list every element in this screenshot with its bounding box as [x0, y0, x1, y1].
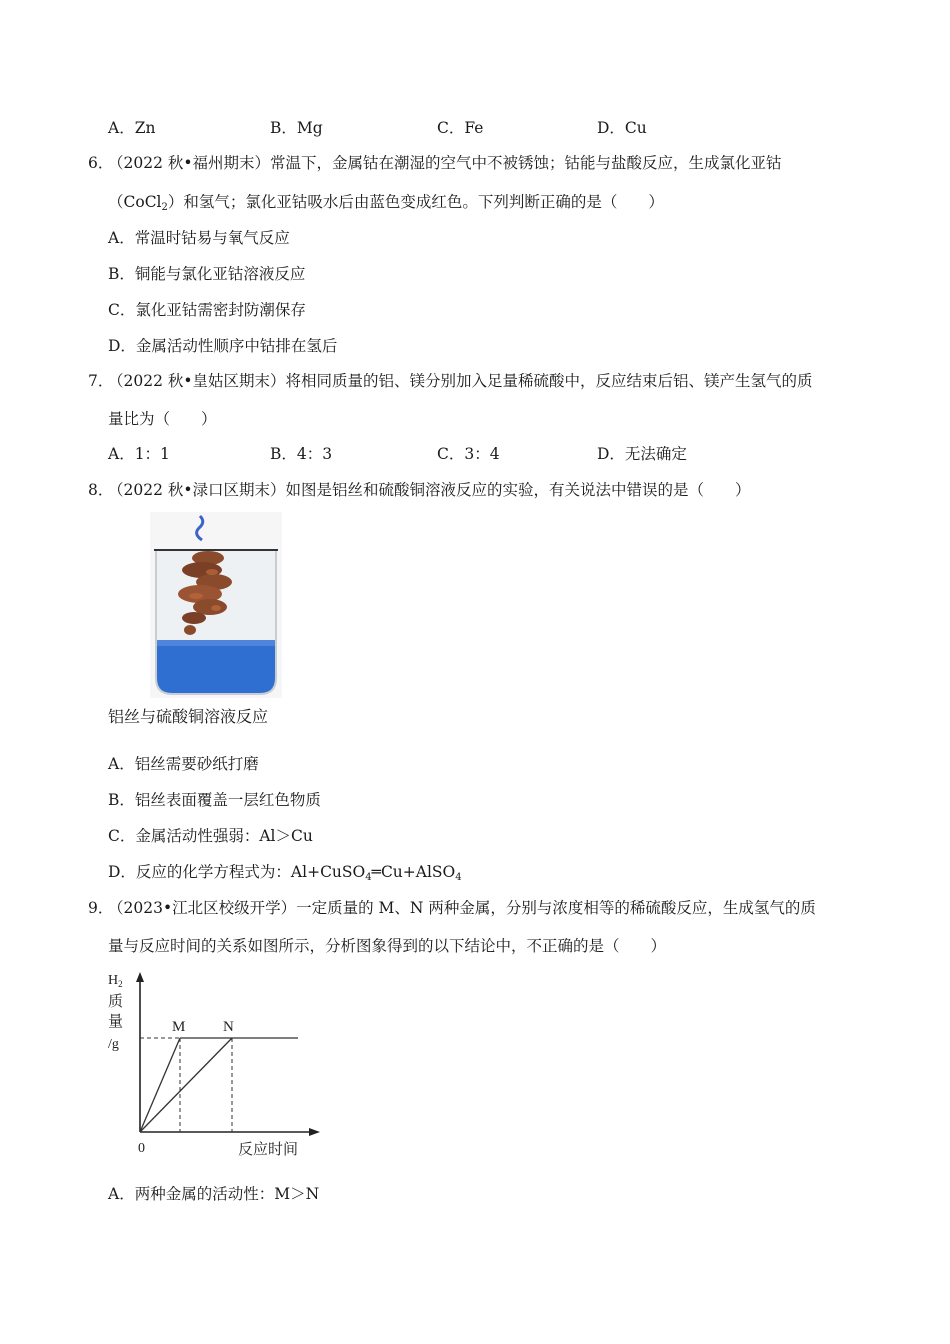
q7-option-d: D．无法确定: [597, 445, 687, 463]
q6-number: 6．: [88, 154, 114, 172]
q6-stem-line2: （CoCl$_2$）和氢气；氯化亚钴吸水后由蓝色变成红色。下列判断正确的是（ ）: [108, 193, 664, 213]
q6-option-b: B．铜能与氯化亚钴溶液反应: [108, 265, 306, 283]
q8-option-b: B．铝丝表面覆盖一层红色物质: [108, 791, 321, 809]
q7-stem-line1: （2022 秋•皇姑区期末）将相同质量的铝、镁分别加入足量稀硫酸中，反应结束后铝、镁产生氢气的质: [108, 372, 813, 390]
q7-option-c: C．3：4: [437, 445, 500, 463]
hydrogen-mass-time-graph: [100, 968, 340, 1168]
q8-option-a: A．铝丝需要砂纸打磨: [108, 755, 259, 773]
q8-number: 8．: [88, 481, 114, 499]
q5-option-a: A．Zn: [108, 119, 156, 137]
label-n: N: [223, 1019, 234, 1035]
q9-number: 9．: [88, 899, 114, 917]
x-axis-label: 反应时间: [238, 1140, 299, 1158]
q9-stem-line1: （2023•江北区校级开学）一定质量的 M、N 两种金属，分别与浓度相等的稀硫酸反应，生成氢气的质: [108, 899, 816, 917]
q6-stem-line1: （2022 秋•福州期末）常温下，金属钴在潮湿的空气中不被锈蚀；钴能与盐酸反应，生成氯化亚钴: [108, 154, 782, 172]
line-n: [140, 1038, 232, 1132]
q7-option-a: A．1：1: [108, 445, 170, 463]
test-tube-photo: [150, 512, 282, 698]
line-m: [140, 1038, 180, 1132]
origin-label: 0: [138, 1141, 145, 1156]
y-label-1: 质: [108, 992, 124, 1010]
label-m: M: [172, 1019, 186, 1035]
q5-option-c: C．Fe: [437, 119, 484, 137]
q6-option-d: D．金属活动性顺序中钴排在氢后: [108, 337, 338, 355]
q5-option-d: D．Cu: [597, 119, 647, 137]
x-axis-arrow: [309, 1128, 320, 1136]
q8-option-c: C．金属活动性强弱：Al＞Cu: [108, 827, 313, 845]
y-label-h2: $H_2$: [108, 973, 123, 989]
y-label-unit: /g: [108, 1037, 119, 1052]
q6-option-c: C．氯化亚钴需密封防潮保存: [108, 301, 306, 319]
y-axis-arrow: [136, 972, 144, 982]
q7-stem-line2: 量比为（ ）: [108, 410, 217, 428]
q6-option-a: A．常温时钴易与氧气反应: [108, 229, 290, 247]
q9-option-a: A．两种金属的活动性：M＞N: [108, 1185, 320, 1203]
q7-option-b: B．4：3: [270, 445, 333, 463]
y-label-2: 量: [108, 1012, 124, 1030]
q5-option-b: B．Mg: [270, 119, 323, 137]
q9-stem-line2: 量与反应时间的关系如图所示，分析图象得到的以下结论中，不正确的是（ ）: [108, 937, 667, 955]
q7-number: 7．: [88, 372, 114, 390]
q8-stem: （2022 秋•渌口区期末）如图是铝丝和硫酸铜溶液反应的实验，有关说法中错误的是（ ）: [108, 481, 751, 499]
figure-caption: 铝丝与硫酸铜溶液反应: [108, 707, 269, 726]
q8-option-d: D．反应的化学方程式为：Al+CuSO$_4$═Cu+AlSO$_4$: [108, 863, 462, 883]
